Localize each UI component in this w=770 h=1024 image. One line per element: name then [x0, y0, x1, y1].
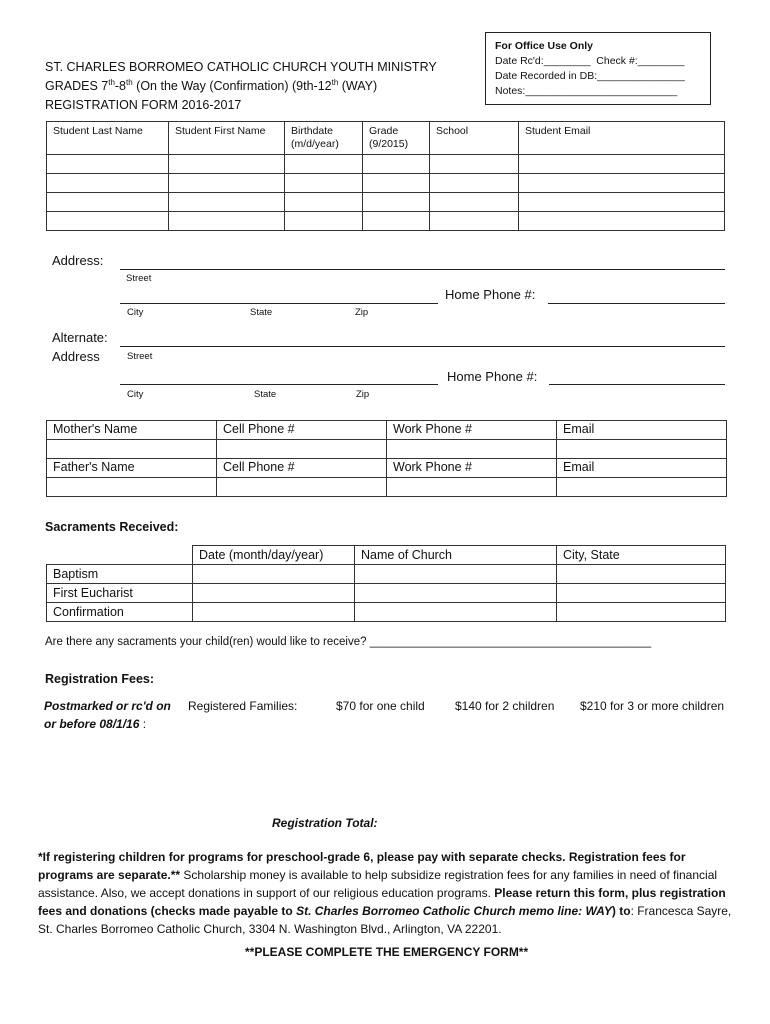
- alt-zip-label: Zip: [356, 389, 370, 400]
- student-header-row: [47, 122, 725, 155]
- table-row[interactable]: [47, 440, 727, 459]
- sacrament-baptism: Baptism: [47, 565, 193, 584]
- alt-home-phone-line[interactable]: [549, 384, 725, 385]
- table-row[interactable]: [47, 478, 727, 497]
- alt-street-label: Street: [127, 351, 153, 362]
- sacraments-header-row: [47, 546, 726, 565]
- header-email: Student Email: [519, 122, 725, 155]
- header-grade: Grade (9/2015): [363, 122, 430, 155]
- fee-three-children: $210 for 3 or more children: [580, 699, 725, 713]
- sacraments-heading: Sacraments Received:: [45, 520, 179, 534]
- father-email-label: Email: [557, 459, 727, 478]
- sacrament-blank-header: [47, 546, 193, 565]
- address-city-line[interactable]: [120, 303, 438, 304]
- sacrament-date-header: Date (month/day/year): [193, 546, 355, 565]
- fees-deadline-1: Postmarked or rc'd on: [44, 699, 171, 713]
- mother-work-label: Work Phone #: [387, 421, 557, 440]
- alt-home-phone-label: Home Phone #:: [447, 369, 538, 384]
- address-city-label: City: [127, 307, 144, 318]
- table-row[interactable]: [47, 193, 725, 212]
- header-birthdate: Birthdate (m/d/year): [285, 122, 363, 155]
- table-row[interactable]: [47, 565, 726, 584]
- sacrament-city-header: City, State: [557, 546, 726, 565]
- form-title: [45, 58, 437, 115]
- address-street-label: Street: [126, 273, 152, 284]
- father-row: [47, 459, 727, 478]
- title-line2: GRADES 7th-8th (On the Way (Confirmation) (9th-12th (WAY): [45, 77, 378, 93]
- alt-street-line[interactable]: [120, 346, 725, 347]
- emergency-form-notice: **PLEASE COMPLETE THE EMERGENCY FORM**: [245, 945, 529, 959]
- alt-state-label: State: [254, 389, 277, 400]
- parents-table: [46, 420, 727, 497]
- notice-paragraph: *If registering children for programs for preschool-grade 6, please pay with separate checks. Registration fees for programs are separate.** Scholarship money is available to help subsidize registration fees for any families in need of financial assistance. Also, we accept donations in support of our religious education programs. Please return this form, plus registration fees and donations (checks made payable to St. Charles Borromeo Catholic Church memo line: WAY) to: Francesca Sayre, St. Charles Borromeo Catholic Church, 3304 N. Washington Blvd., Arlington, VA 22201.: [38, 850, 732, 936]
- address-state-label: State: [250, 307, 273, 318]
- mother-cell-label: Cell Phone #: [217, 421, 387, 440]
- sacrament-eucharist: First Eucharist: [47, 584, 193, 603]
- fees-registered-families: Registered Families:: [188, 699, 298, 713]
- header-last-name: Student Last Name: [47, 122, 169, 155]
- office-title: For Office Use Only: [495, 40, 594, 52]
- title-line1: ST. CHARLES BORROMEO CATHOLIC CHURCH YOUTH MINISTRY: [45, 60, 437, 74]
- sacrament-church-header: Name of Church: [355, 546, 557, 565]
- mother-email-label: Email: [557, 421, 727, 440]
- alt-city-line[interactable]: [120, 384, 438, 385]
- registration-total-label: Registration Total:: [272, 816, 378, 830]
- father-name-label: Father's Name: [47, 459, 217, 478]
- home-phone-line[interactable]: [548, 303, 725, 304]
- father-cell-label: Cell Phone #: [217, 459, 387, 478]
- alt-address-label-1: Alternate:: [52, 330, 108, 345]
- address-zip-label: Zip: [355, 307, 369, 318]
- fees-deadline-2: or before 08/1/16 :: [44, 717, 147, 731]
- table-row[interactable]: [47, 603, 726, 622]
- table-row[interactable]: [47, 155, 725, 174]
- table-row[interactable]: [47, 212, 725, 231]
- table-row[interactable]: [47, 584, 726, 603]
- mother-row: [47, 421, 727, 440]
- fees-heading: Registration Fees:: [45, 672, 155, 686]
- header-first-name: Student First Name: [169, 122, 285, 155]
- fee-two-children: $140 for 2 children: [455, 699, 555, 713]
- address-label: Address:: [52, 253, 104, 268]
- table-row[interactable]: [47, 174, 725, 193]
- sacraments-question[interactable]: Are there any sacraments your child(ren) would like to receive? ____________________________________________: [45, 636, 652, 648]
- office-date-rcd: Date Rc'd:________ Check #:________: [495, 55, 685, 67]
- office-use-box: [485, 32, 711, 105]
- fee-one-child: $70 for one child: [336, 699, 425, 713]
- alt-address-label-2: Address: [52, 349, 100, 364]
- student-table: [46, 121, 725, 231]
- address-street-line[interactable]: [120, 269, 725, 270]
- mother-name-label: Mother's Name: [47, 421, 217, 440]
- header-school: School: [430, 122, 519, 155]
- sacraments-table: [46, 545, 726, 622]
- alt-city-label: City: [127, 389, 144, 400]
- home-phone-label: Home Phone #:: [445, 287, 536, 302]
- office-date-recorded: Date Recorded in DB:_______________: [495, 70, 685, 82]
- office-notes: Notes:__________________________: [495, 85, 678, 97]
- sacrament-confirmation: Confirmation: [47, 603, 193, 622]
- title-line3: REGISTRATION FORM 2016-2017: [45, 98, 242, 112]
- father-work-label: Work Phone #: [387, 459, 557, 478]
